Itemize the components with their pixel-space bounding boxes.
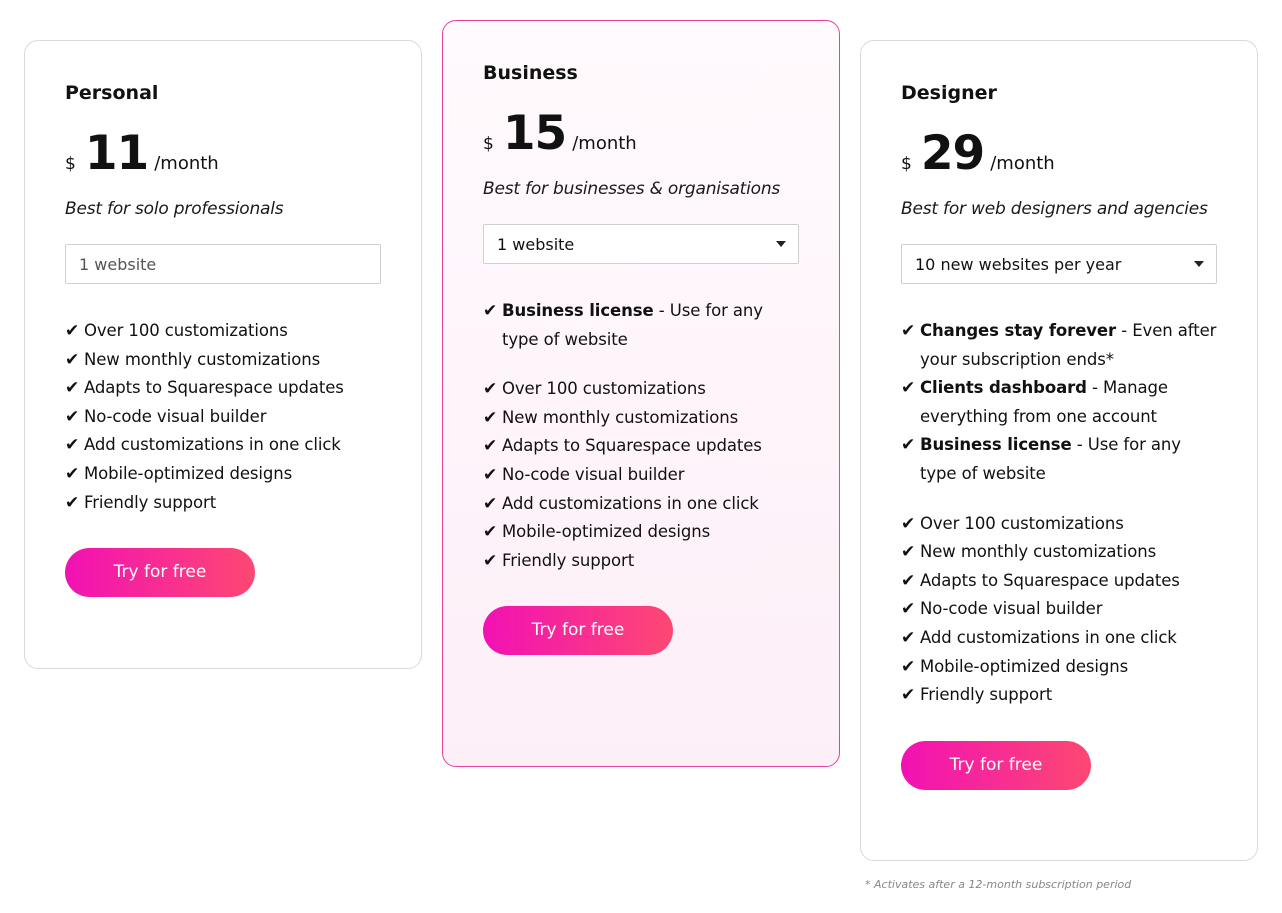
plan-tagline: Best for businesses & organisations [483, 179, 781, 199]
feature-item [483, 461, 799, 490]
website-count-value: 1 website [79, 254, 157, 274]
feature-item [901, 595, 1217, 624]
feature-text: New monthly customizations [84, 349, 321, 369]
extra-feature-description: - Even after your subscription ends* [920, 321, 1217, 369]
check-icon: ✔ [483, 407, 498, 428]
feature-text: Add customizations in one click [84, 435, 341, 455]
feature-text: Add customizations in one click [502, 493, 759, 513]
feature-item [65, 431, 381, 460]
extra-feature-text [920, 431, 1217, 488]
price-currency: $ [483, 134, 494, 154]
price-period: /month [572, 133, 637, 154]
check-icon: ✔ [483, 301, 498, 321]
feature-text: Friendly support [84, 492, 217, 512]
check-icon: ✔ [901, 570, 916, 591]
price-amount: 15 [502, 106, 567, 161]
try-for-free-button[interactable]: Try for free [483, 606, 673, 655]
feature-text: Over 100 customizations [920, 513, 1124, 533]
website-count-select[interactable] [901, 244, 1217, 284]
pricing-card-business [442, 20, 840, 767]
extra-feature-item [901, 431, 1217, 488]
feature-list [483, 375, 799, 575]
price [483, 108, 799, 160]
extra-feature-item [901, 317, 1217, 374]
feature-text: Mobile-optimized designs [502, 522, 711, 542]
check-icon: ✔ [901, 513, 916, 534]
extra-feature-title: Changes stay forever [920, 321, 1117, 340]
feature-text: Mobile-optimized designs [920, 656, 1129, 676]
feature-text: Over 100 customizations [84, 321, 288, 340]
plan-name: Business [483, 62, 578, 84]
feature-item [483, 547, 799, 576]
check-icon: ✔ [901, 599, 916, 620]
extra-feature-description: - Use for any type of website [502, 301, 763, 349]
subscription-footnote: * Activates after a 12-month subscription period [865, 878, 1132, 891]
check-icon: ✔ [65, 463, 80, 484]
feature-text: No-code visual builder [502, 464, 685, 484]
extra-feature-list [483, 297, 799, 354]
price-amount: 29 [920, 126, 985, 181]
extra-feature-list [901, 317, 1217, 489]
feature-item [65, 403, 381, 432]
extra-feature-description: - Use for any type of website [920, 435, 1181, 483]
try-for-free-button[interactable]: Try for free [65, 548, 255, 597]
price-period: /month [154, 153, 219, 174]
feature-list [65, 317, 381, 517]
price [901, 128, 1217, 180]
feature-item [901, 510, 1217, 539]
feature-text: No-code visual builder [84, 406, 267, 426]
check-icon: ✔ [901, 378, 916, 399]
plan-tagline: Best for web designers and agencies [901, 199, 1208, 219]
feature-item [901, 567, 1217, 596]
feature-item [65, 460, 381, 489]
feature-item [65, 346, 381, 375]
check-icon: ✔ [483, 522, 498, 543]
price-currency: $ [901, 154, 912, 174]
check-icon: ✔ [901, 321, 916, 341]
feature-item [483, 375, 799, 404]
check-icon: ✔ [901, 685, 916, 706]
feature-item [901, 653, 1217, 682]
feature-text: Adapts to Squarespace updates [84, 378, 344, 398]
feature-text: Adapts to Squarespace updates [920, 570, 1180, 590]
extra-feature-text [920, 374, 1217, 431]
check-icon: ✔ [483, 379, 498, 400]
extra-feature-item [483, 297, 799, 354]
extra-feature-title: Business license [920, 435, 1072, 455]
feature-item [65, 317, 381, 346]
check-icon: ✔ [483, 550, 498, 571]
feature-item [483, 404, 799, 433]
pricing-card-designer [860, 40, 1258, 861]
feature-text: Mobile-optimized designs [84, 463, 293, 483]
feature-text: Add customizations in one click [920, 627, 1177, 647]
feature-item [901, 538, 1217, 567]
feature-item [901, 624, 1217, 653]
check-icon: ✔ [65, 349, 80, 370]
feature-item [483, 518, 799, 547]
feature-text: Friendly support [502, 550, 635, 570]
feature-item [65, 374, 381, 403]
feature-text: Over 100 customizations [502, 379, 706, 399]
price-currency: $ [65, 154, 76, 174]
feature-item [483, 490, 799, 519]
chevron-down-icon [776, 241, 786, 247]
price-amount: 11 [84, 126, 149, 181]
check-icon: ✔ [65, 435, 80, 456]
website-count-field [65, 244, 381, 284]
extra-feature-item [901, 374, 1217, 431]
feature-text: Friendly support [920, 685, 1053, 705]
feature-text: Adapts to Squarespace updates [502, 436, 762, 456]
check-icon: ✔ [65, 378, 80, 399]
feature-text: New monthly customizations [920, 542, 1157, 562]
website-count-value: 1 website [497, 234, 575, 254]
feature-text: No-code visual builder [920, 599, 1103, 619]
check-icon: ✔ [483, 493, 498, 514]
extra-feature-title: Business license [502, 301, 654, 320]
check-icon: ✔ [901, 542, 916, 563]
feature-item [65, 489, 381, 518]
feature-item [901, 681, 1217, 710]
check-icon: ✔ [901, 435, 916, 456]
plan-name: Personal [65, 82, 159, 104]
website-count-select[interactable] [483, 224, 799, 264]
chevron-down-icon [1194, 261, 1204, 267]
check-icon: ✔ [65, 406, 80, 427]
website-count-value: 10 new websites per year [915, 254, 1122, 274]
price-period: /month [990, 153, 1055, 174]
check-icon: ✔ [65, 321, 80, 341]
check-icon: ✔ [901, 627, 916, 648]
check-icon: ✔ [901, 656, 916, 677]
plan-tagline: Best for solo professionals [65, 199, 284, 219]
check-icon: ✔ [483, 436, 498, 457]
pricing-card-personal [24, 40, 422, 669]
extra-feature-description: - Manage everything from one account [920, 378, 1168, 426]
feature-list [901, 510, 1217, 710]
extra-feature-text [502, 297, 799, 354]
extra-feature-text [920, 317, 1217, 374]
extra-feature-title: Clients dashboard [920, 378, 1087, 398]
feature-item [483, 432, 799, 461]
try-for-free-button[interactable]: Try for free [901, 741, 1091, 790]
check-icon: ✔ [483, 464, 498, 485]
price [65, 128, 381, 180]
feature-text: New monthly customizations [502, 407, 739, 427]
check-icon: ✔ [65, 492, 80, 513]
plan-name: Designer [901, 82, 997, 104]
